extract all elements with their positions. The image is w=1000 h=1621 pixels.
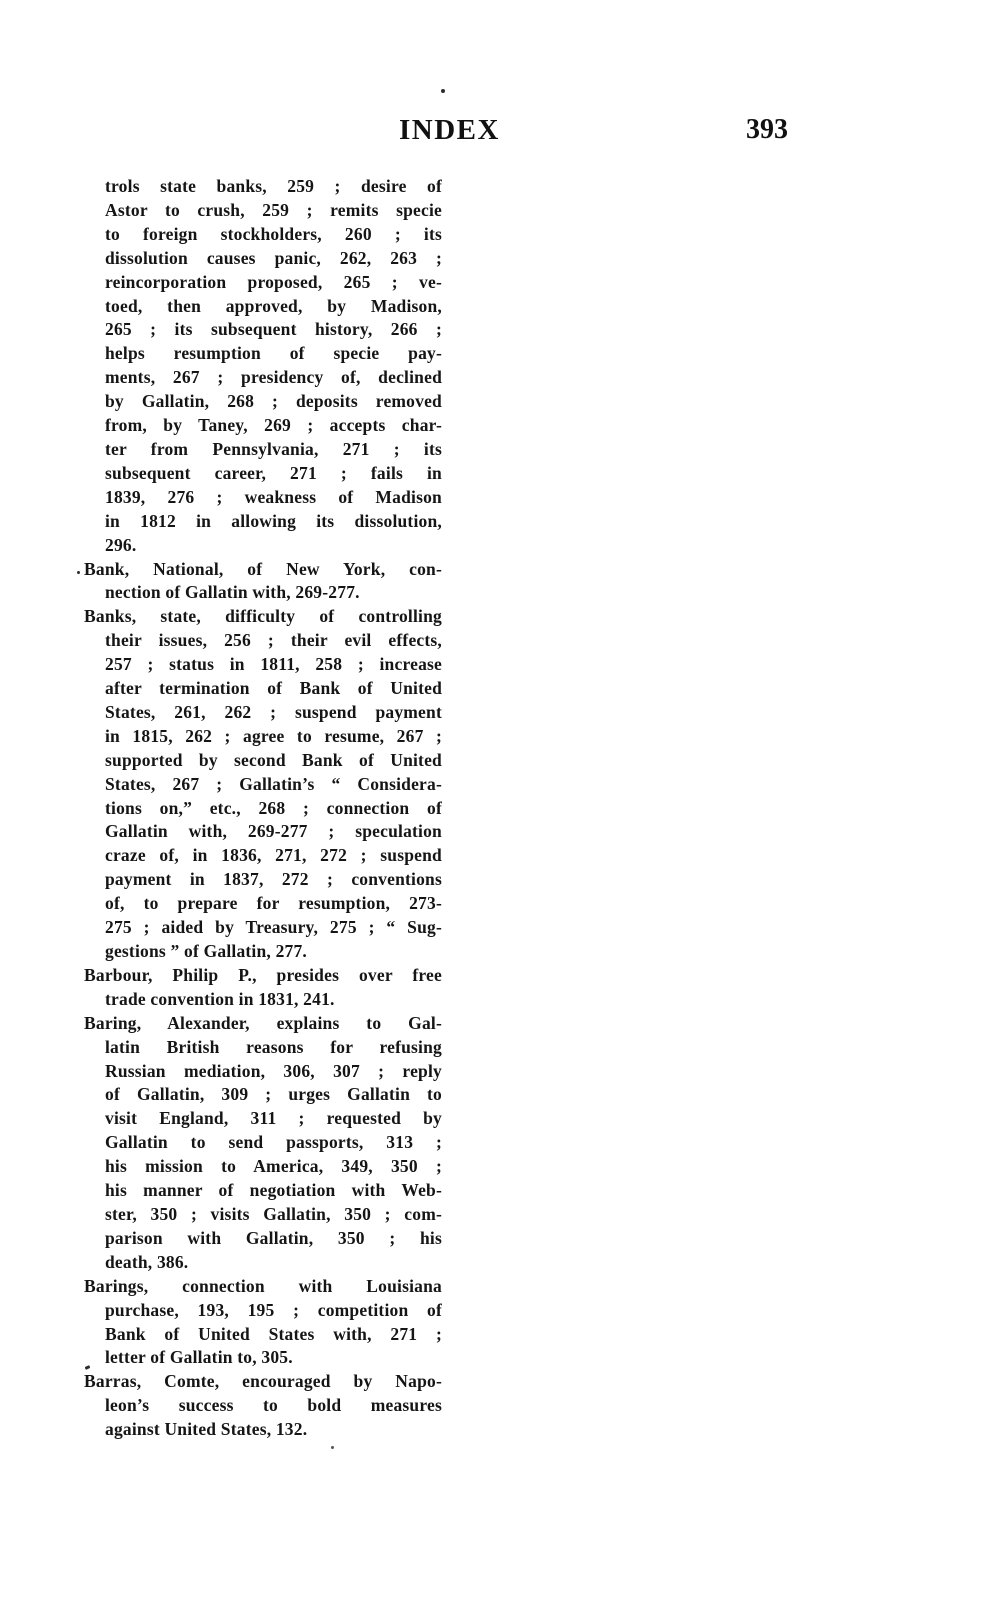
index-line: subsequent career, 271 ; fails in [105, 462, 442, 483]
index-line: helps resumption of specie pay- [105, 343, 442, 364]
index-line: States, 267 ; Gallatin’s “ Considera- [105, 773, 442, 794]
index-line: 1839, 276 ; weakness of Madison [105, 486, 442, 507]
index-line: against United States, 132. [105, 1419, 308, 1440]
page-title: INDEX [399, 114, 500, 146]
index-line: latin British reasons for refusing [105, 1036, 442, 1057]
index-column [84, 175, 442, 1442]
index-line: ments, 267 ; presidency of, declined [105, 367, 442, 388]
scan-artifact-dot-bottom [331, 1446, 334, 1449]
index-line: Bank of United States with, 271 ; [105, 1323, 442, 1344]
index-line: 275 ; aided by Treasury, 275 ; “ Sug- [105, 917, 442, 938]
index-line: letter of Gallatin to, 305. [105, 1347, 293, 1368]
index-line: craze of, in 1836, 271, 272 ; suspend [105, 845, 442, 866]
index-line: dissolution causes panic, 262, 263 ; [105, 247, 442, 268]
index-line: Gallatin to send passports, 313 ; [105, 1132, 442, 1153]
index-line: visit England, 311 ; requested by [105, 1108, 442, 1129]
index-line: after termination of Bank of United [105, 678, 442, 699]
scan-artifact-dot-left-margin [77, 571, 80, 574]
index-line: death, 386. [105, 1251, 189, 1272]
index-line: Astor to crush, 259 ; remits specie [105, 199, 442, 220]
index-line: payment in 1837, 272 ; conventions [105, 869, 442, 890]
index-line: tions on,” etc., 268 ; connection of [105, 797, 442, 818]
index-line: leon’s success to bold measures [105, 1395, 442, 1416]
index-line: Bank, National, of New York, con- [84, 558, 442, 579]
index-line: States, 261, 262 ; suspend payment [105, 701, 442, 722]
index-line: their issues, 256 ; their evil effects, [105, 630, 442, 651]
index-line: toed, then approved, by Madison, [105, 295, 442, 316]
index-line: trols state banks, 259 ; desire of [105, 176, 442, 196]
index-line: Barbour, Philip P., presides over free [84, 964, 442, 985]
index-line: ter from Pennsylvania, 271 ; its [105, 438, 442, 459]
index-line: 257 ; status in 1811, 258 ; increase [105, 654, 442, 675]
index-line: Barras, Comte, encouraged by Napo- [84, 1371, 442, 1392]
index-line: of Gallatin, 309 ; urges Gallatin to [105, 1084, 442, 1105]
page-number: 393 [746, 114, 788, 145]
index-line: Barings, connection with Louisiana [84, 1275, 442, 1296]
index-line: parison with Gallatin, 350 ; his [105, 1227, 442, 1248]
scan-artifact-dot-top [441, 89, 445, 93]
index-line: supported by second Bank of United [105, 749, 442, 770]
index-line: ster, 350 ; visits Gallatin, 350 ; com- [105, 1203, 442, 1224]
index-line: from, by Taney, 269 ; accepts char- [105, 415, 442, 436]
index-line: to foreign stockholders, 260 ; its [105, 223, 442, 244]
index-line: trade convention in 1831, 241. [105, 988, 335, 1009]
index-line: purchase, 193, 195 ; competition of [105, 1299, 442, 1320]
index-line: gestions ” of Gallatin, 277. [105, 941, 307, 961]
index-line: his mission to America, 349, 350 ; [105, 1156, 442, 1177]
index-line: nection of Gallatin with, 269-277. [105, 582, 360, 603]
index-line: 265 ; its subsequent history, 266 ; [105, 319, 442, 340]
index-line: by Gallatin, 268 ; deposits removed [105, 391, 442, 412]
index-line: Baring, Alexander, explains to Gal- [84, 1012, 442, 1033]
index-line: in 1812 in allowing its dissolution, [105, 510, 442, 531]
index-line: Banks, state, difficulty of controlling [84, 606, 442, 627]
index-line: Gallatin with, 269-277 ; speculation [105, 821, 442, 842]
index-line: his manner of negotiation with Web- [105, 1180, 442, 1201]
index-line: Russian mediation, 306, 307 ; reply [105, 1060, 442, 1081]
index-line: in 1815, 262 ; agree to resume, 267 ; [105, 725, 442, 746]
index-line: 296. [105, 534, 137, 555]
index-line: reincorporation proposed, 265 ; ve- [105, 271, 442, 292]
index-line: of, to prepare for resumption, 273- [105, 893, 442, 914]
